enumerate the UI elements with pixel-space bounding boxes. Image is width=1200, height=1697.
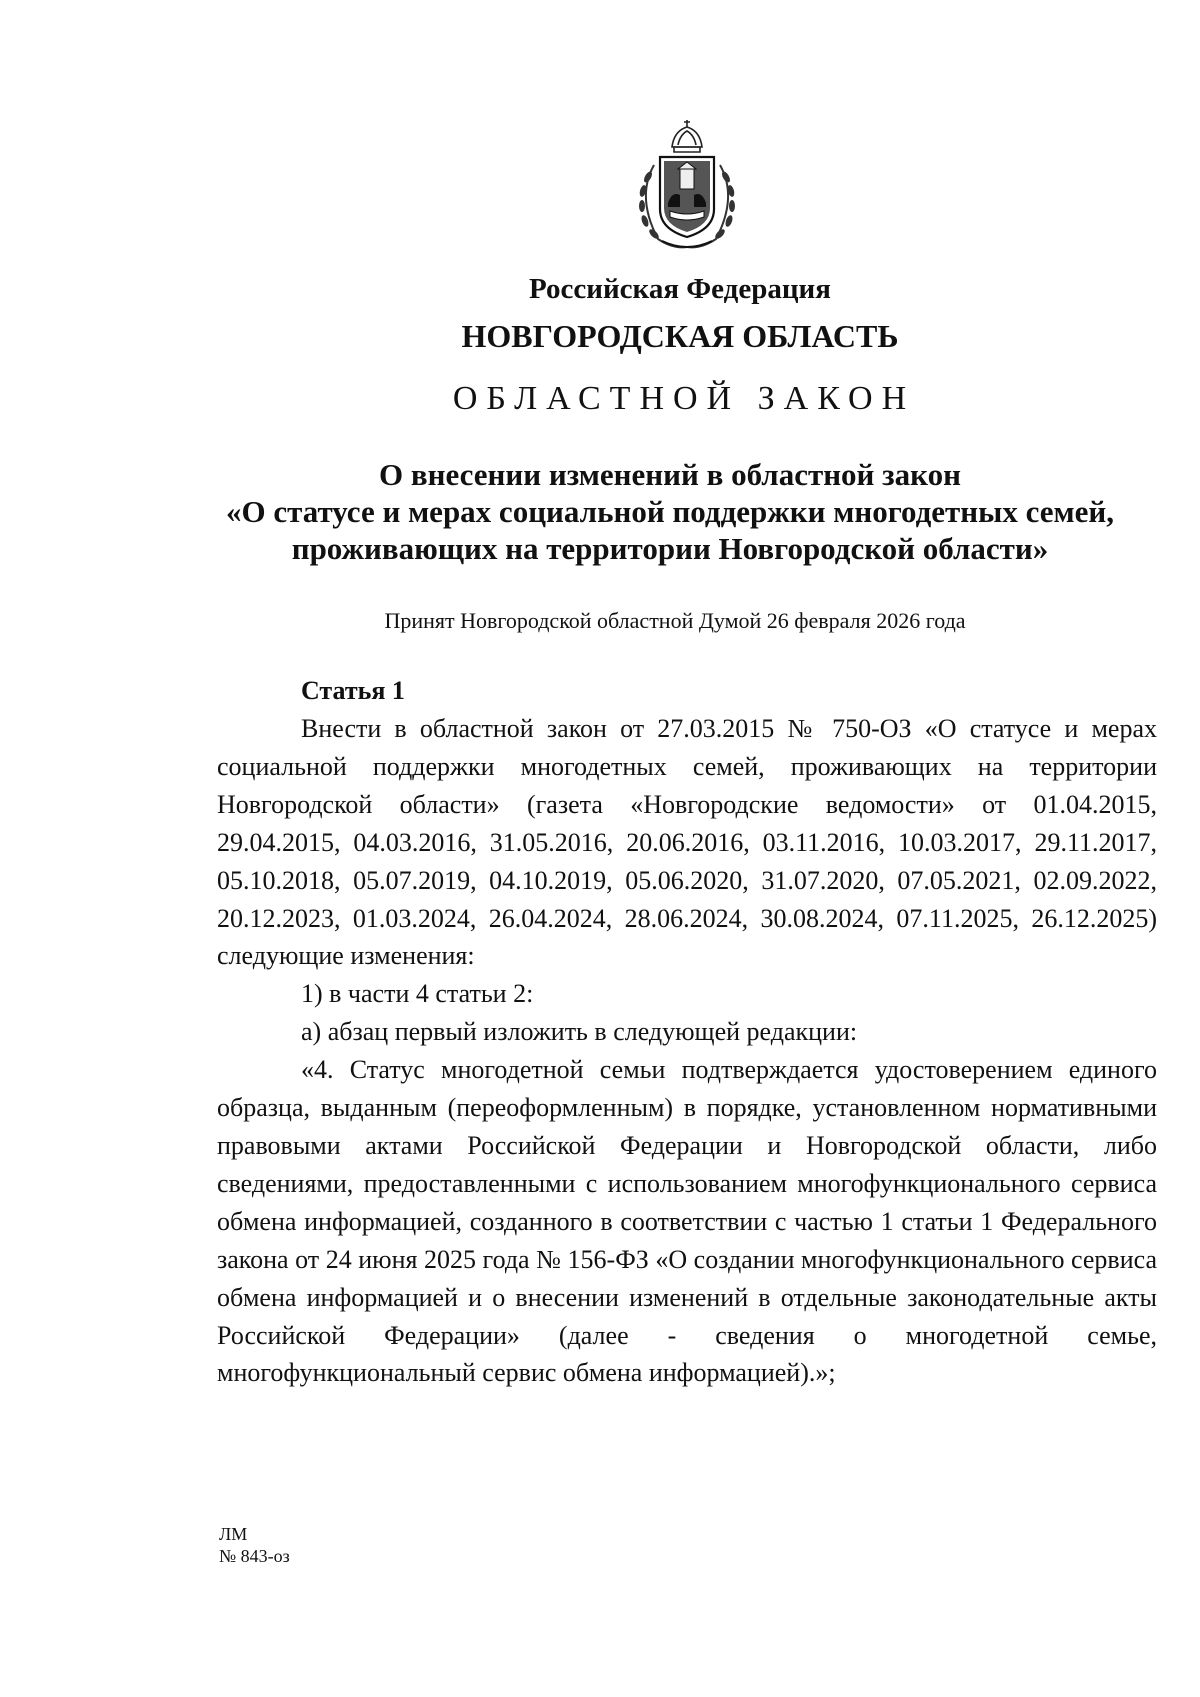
law-title-line: проживающих на территории Новгородской области»: [291, 531, 1049, 566]
article-paragraph: 1) в части 4 статьи 2:: [301, 979, 534, 1009]
law-title: [190, 456, 1150, 567]
footer-initials: ЛМ: [219, 1524, 248, 1544]
article-paragraph: «4. Статус многодетной семьи подтверждается удостоверением единого образца, выданным (переоформленным) в порядке, установленном нормативными правовыми актами Российской Федерации и Новгородской области, либо сведениями, предоставленными с использованием многофункционального сервиса обмена информацией, созданного в соответствии с частью 1 статьи 1 Федерального закона от 24 июня 2025 года № 156-ФЗ «О создании многофункционального сервиса обмена информацией и о внесении изменений в отдельные законодательные акты Российской Федерации» (далее - сведения о многодетной семье, многофункциональный сервис обмена информацией).»;: [217, 1055, 1157, 1388]
adoption-note: Принят Новгородской областной Думой 26 февраля 2026 года: [384, 608, 966, 633]
region-name: НОВГОРОДСКАЯ ОБЛАСТЬ: [461, 318, 899, 354]
article-body: [217, 710, 1157, 1392]
article-heading: Статья 1: [301, 676, 405, 705]
document-footer: [219, 1523, 290, 1567]
document-type: ОБЛАСТНОЙ ЗАКОН: [452, 380, 916, 417]
article-paragraph: Внести в областной закон от 27.03.2015 № 750-ОЗ «О статусе и мерах социальной поддержки многодетных семей, проживающих на территории Новгородской области» (газета «Новгородские ведомости» от 01.04.2015, 29.04.2015, 04.03.2016, 31.05.2016, 20.06.2016, 03.11.2016, 10.03.2017, 29.11.2017, 05.10.2018, 05.07.2019, 04.10.2019, 05.06.2020, 31.07.2020, 07.05.2021, 02.09.2022, 20.12.2023, 01.03.2024, 26.04.2024, 28.06.2024, 30.08.2024, 07.11.2025, 26.12.2025) следующие изменения:: [217, 714, 1157, 971]
footer-number: № 843-оз: [219, 1546, 290, 1566]
federation-name: Российская Федерация: [529, 273, 831, 305]
law-title-line: О внесении изменений в областной закон: [379, 457, 961, 492]
law-title-line: «О статусе и мерах социальной поддержки многодетных семей,: [226, 494, 1114, 529]
coat-of-arms-emblem: [628, 117, 746, 254]
article-paragraph: а) абзац первый изложить в следующей редакции:: [301, 1017, 858, 1047]
